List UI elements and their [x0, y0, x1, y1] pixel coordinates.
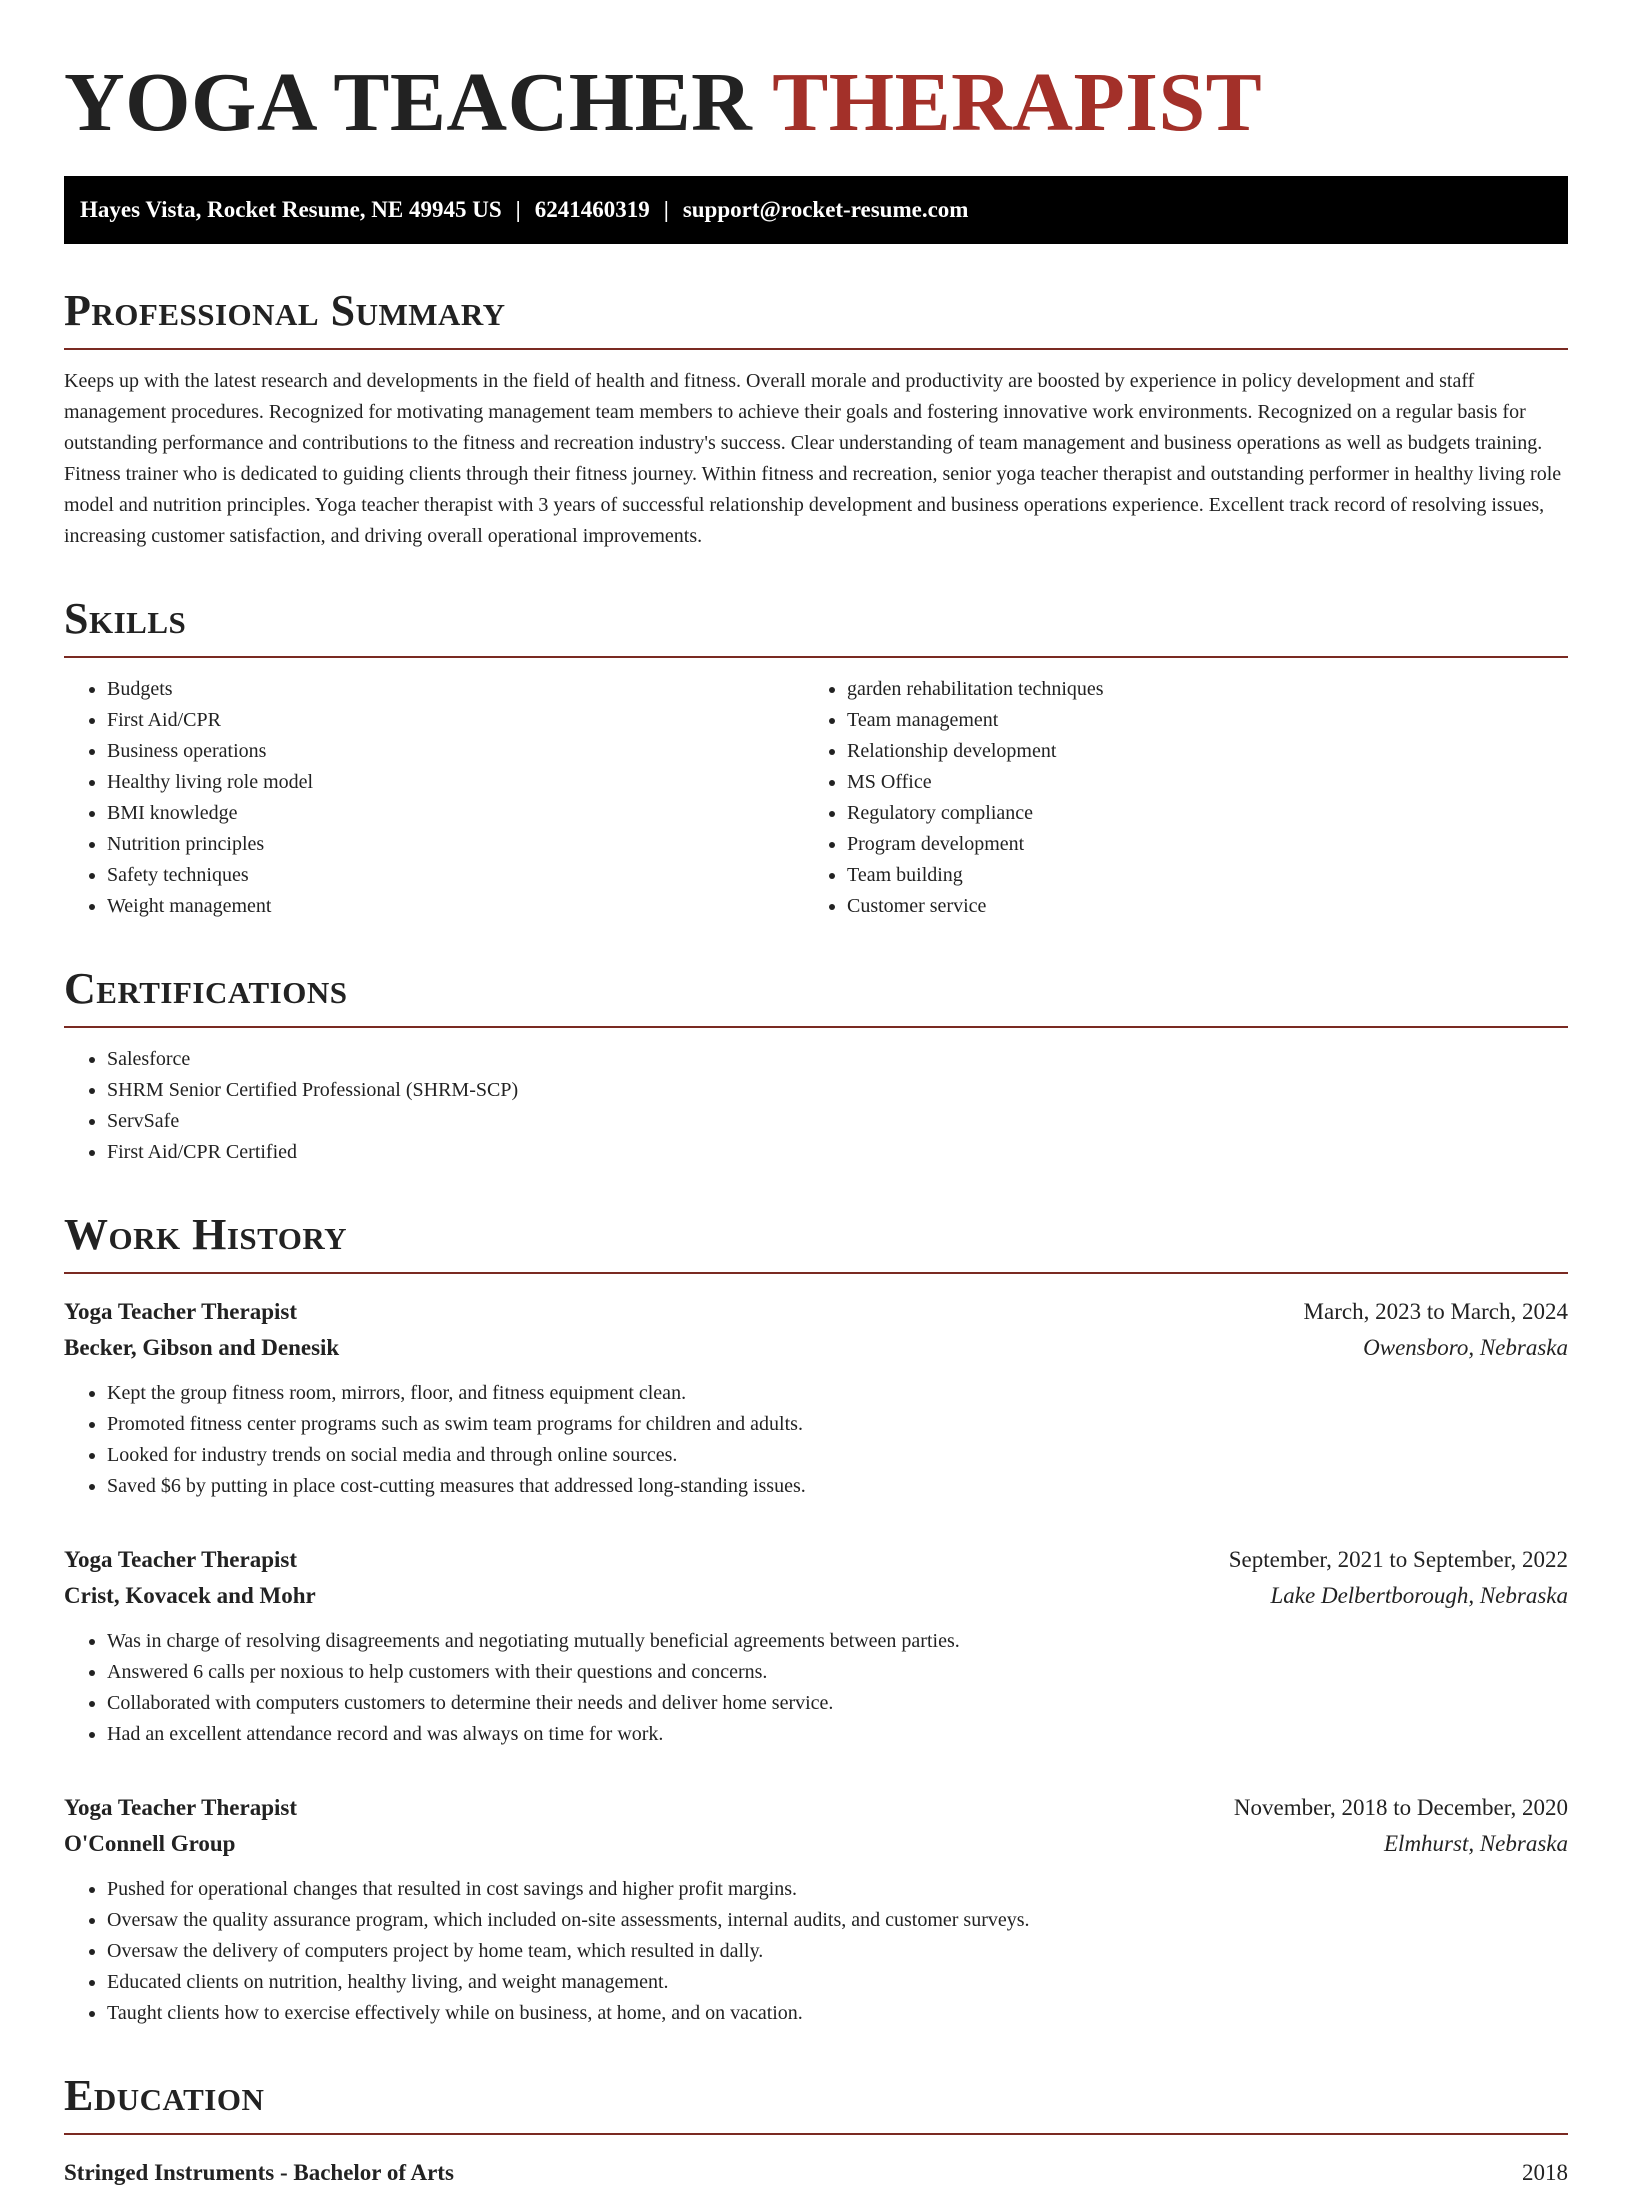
skills-column-right — [804, 674, 1544, 922]
skill-item: • Safety techniques — [107, 860, 804, 891]
contact-separator: | — [515, 197, 521, 222]
skills-list-right — [804, 674, 1544, 922]
job-header-row — [64, 1542, 1568, 1578]
certification-item: • SHRM Senior Certified Professional (SHRM-SCP) — [107, 1075, 1568, 1106]
resume-page — [64, 0, 1568, 2191]
job-bullet: • Promoted fitness center programs such as swim team programs for children and adults. — [107, 1409, 1568, 1440]
certifications-heading: Certifications — [64, 964, 348, 1013]
job-bullets — [64, 1626, 1568, 1750]
job-bullet: • Was in charge of resolving disagreements and negotiating mutually beneficial agreements between parties. — [107, 1626, 1568, 1657]
certifications-list — [64, 1044, 1568, 1168]
section-divider — [64, 2133, 1568, 2135]
skill-item: • Team management — [847, 705, 1544, 736]
job-bullet: • Looked for industry trends on social media and through online sources. — [107, 1440, 1568, 1471]
job-company-row — [64, 1826, 1568, 1862]
contact-email[interactable]: support@rocket-resume.com — [682, 197, 969, 222]
skill-item: • Healthy living role model — [107, 767, 804, 798]
job-dates: November, 2018 to December, 2020 — [1233, 1795, 1568, 1820]
contact-separator: | — [663, 197, 669, 222]
section-divider — [64, 348, 1568, 350]
education-year: 2018 — [1522, 2160, 1568, 2185]
education-heading: Education — [64, 2071, 265, 2120]
skill-item: • garden rehabilitation techniques — [847, 674, 1544, 705]
job-entry — [64, 1294, 1568, 1502]
skill-item: • Nutrition principles — [107, 829, 804, 860]
job-bullet: • Taught clients how to exercise effectively while on business, at home, and on vacation. — [107, 1998, 1568, 2029]
summary-heading: Professional Summary — [64, 286, 506, 335]
skills-grid — [64, 674, 1568, 922]
section-divider — [64, 1272, 1568, 1274]
job-bullets — [64, 1378, 1568, 1502]
job-bullet: • Had an excellent attendance record and was always on time for work. — [107, 1719, 1568, 1750]
skill-item: • BMI knowledge — [107, 798, 804, 829]
job-bullet: • Oversaw the delivery of computers project by home team, which resulted in dally. — [107, 1936, 1568, 1967]
resume-name — [64, 0, 1568, 158]
name-last: THERAPIST — [772, 56, 1263, 149]
job-location: Owensboro, Nebraska — [1363, 1335, 1568, 1360]
skill-item: • Weight management — [107, 891, 804, 922]
job-bullet: • Collaborated with computers customers to determine their needs and deliver home service. — [107, 1688, 1568, 1719]
job-title: Yoga Teacher Therapist — [64, 1299, 298, 1324]
job-dates: March, 2023 to March, 2024 — [1303, 1299, 1568, 1324]
job-title: Yoga Teacher Therapist — [64, 1547, 298, 1572]
skill-item: • Budgets — [107, 674, 804, 705]
job-company-row — [64, 1330, 1568, 1366]
job-company-row — [64, 1578, 1568, 1614]
job-entry — [64, 1542, 1568, 1750]
job-company: O'Connell Group — [64, 1831, 236, 1856]
skill-item: • MS Office — [847, 767, 1544, 798]
job-entry — [64, 1790, 1568, 2029]
certifications-section — [64, 962, 1568, 1168]
job-company: Crist, Kovacek and Mohr — [64, 1583, 316, 1608]
work-history-section — [64, 1208, 1568, 2029]
job-header-row — [64, 1294, 1568, 1330]
job-dates: September, 2021 to September, 2022 — [1228, 1547, 1568, 1572]
job-bullet: • Oversaw the quality assurance program, which included on-site assessments, internal audits, and customer surveys. — [107, 1905, 1568, 1936]
contact-phone: 6241460319 — [534, 197, 650, 222]
job-company: Becker, Gibson and Denesik — [64, 1335, 340, 1360]
summary-section — [64, 284, 1568, 552]
skills-column-left — [64, 674, 804, 922]
work-history-heading: Work History — [64, 1210, 348, 1259]
skill-item: • Business operations — [107, 736, 804, 767]
skill-item: • Customer service — [847, 891, 1544, 922]
skill-item: • First Aid/CPR — [107, 705, 804, 736]
education-degree: Stringed Instruments - Bachelor of Arts — [64, 2160, 454, 2185]
certification-item: • ServSafe — [107, 1106, 1568, 1137]
job-location: Lake Delbertborough, Nebraska — [1270, 1583, 1568, 1608]
education-row — [64, 2155, 1568, 2191]
certification-item: • First Aid/CPR Certified — [107, 1137, 1568, 1168]
job-bullet: • Kept the group fitness room, mirrors, floor, and fitness equipment clean. — [107, 1378, 1568, 1409]
skill-item: • Regulatory compliance — [847, 798, 1544, 829]
job-bullet: • Pushed for operational changes that resulted in cost savings and higher profit margins. — [107, 1874, 1568, 1905]
job-location: Elmhurst, Nebraska — [1384, 1831, 1568, 1856]
section-divider — [64, 656, 1568, 658]
skills-section — [64, 592, 1568, 922]
summary-text: Keeps up with the latest research and developments in the field of health and fitness. Overall morale and productivity are boosted by experience in policy development and staff management procedures. Recognized for motivating management team members to achieve their goals and fostering innovative work environments. Recognized on a regular basis for outstanding performance and contributions to the fitness and recreation industry's success. Clear understanding of team management and business operations as well as budgets training. Fitness trainer who is dedicated to guiding clients through their fitness journey. Within fitness and recreation, senior yoga teacher therapist and outstanding performer in healthy living role model and nutrition principles. Yoga teacher therapist with 3 years of successful relationship development and business operations experience. Excellent track record of resolving issues, increasing customer satisfaction, and driving overall operational improvements. — [64, 370, 1562, 547]
job-bullets — [64, 1874, 1568, 2029]
name-first: YOGA TEACHER — [64, 56, 753, 149]
education-section — [64, 2069, 1568, 2191]
job-header-row — [64, 1790, 1568, 1826]
certification-item: • Salesforce — [107, 1044, 1568, 1075]
job-title: Yoga Teacher Therapist — [64, 1795, 298, 1820]
skill-item: • Team building — [847, 860, 1544, 891]
section-divider — [64, 1026, 1568, 1028]
skill-item: • Program development — [847, 829, 1544, 860]
contact-address: Hayes Vista, Rocket Resume, NE 49945 US — [80, 197, 502, 222]
skills-list-left — [64, 674, 804, 922]
skills-heading: Skills — [64, 594, 187, 643]
job-bullet: • Saved $6 by putting in place cost-cutting measures that addressed long-standing issues. — [107, 1471, 1568, 1502]
contact-bar — [64, 176, 1568, 244]
job-bullet: • Educated clients on nutrition, healthy living, and weight management. — [107, 1967, 1568, 1998]
job-bullet: • Answered 6 calls per noxious to help customers with their questions and concerns. — [107, 1657, 1568, 1688]
skill-item: • Relationship development — [847, 736, 1544, 767]
